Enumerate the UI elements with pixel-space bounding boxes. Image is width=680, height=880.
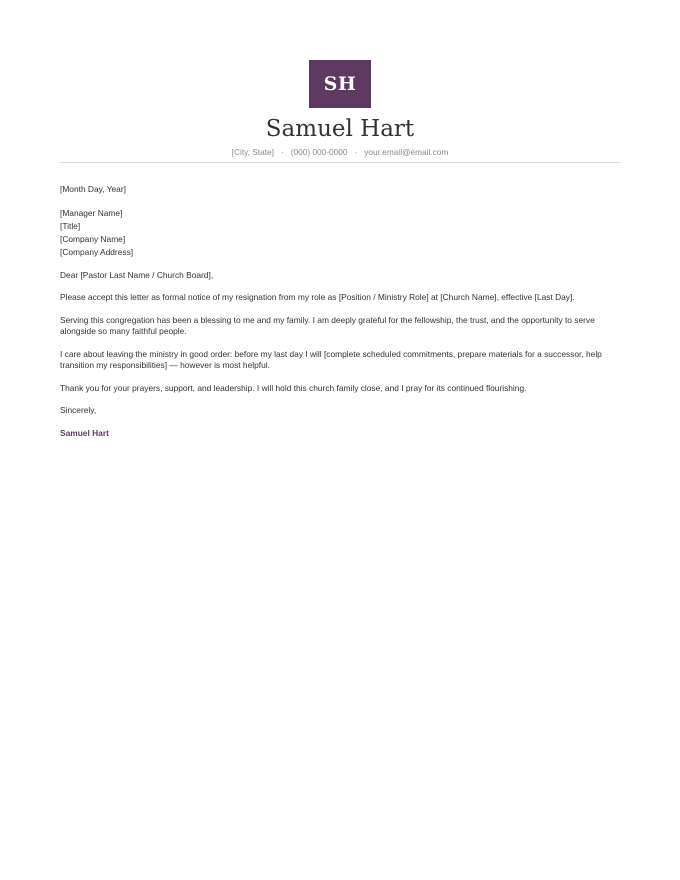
recipient-line: [Company Address] <box>60 246 134 257</box>
closing: Sincerely, <box>60 405 97 415</box>
body-paragraph: I care about leaving the ministry in good order: before my last day I will [complete scheduled commitments, prepare materials for a successor, help transition my responsibilities] — however is most helpful. <box>60 348 602 370</box>
recipient-line: [Company Name] <box>60 233 126 244</box>
body-paragraph: Thank you for your prayers, support, and leadership. I will hold this church family close, and I pray for its continued flourishing. <box>60 382 527 393</box>
sender-name: Samuel Hart <box>265 116 415 142</box>
contact-separator: · <box>280 147 284 157</box>
salutation: Dear [Pastor Last Name / Church Board], <box>60 269 214 280</box>
contact-separator: · <box>354 147 358 157</box>
contact-line <box>60 146 620 158</box>
monogram-badge: SH <box>309 60 371 108</box>
letter-body <box>60 184 620 439</box>
signature-name: Samuel Hart <box>60 427 109 438</box>
contact-phone: (000) 000-0000 <box>290 147 348 157</box>
contact-location: [City, State] <box>231 147 274 157</box>
contact-email: your.email@email.com <box>364 147 449 157</box>
letter-date: [Month Day, Year] <box>60 184 126 194</box>
body-paragraph: Serving this congregation has been a blessing to me and my family. I am deeply grateful for the fellowship, the trust, and the opportunity to serve alongside so many faithful people. <box>60 314 595 336</box>
header-divider <box>60 162 620 163</box>
body-paragraph: Please accept this letter as formal notice of my resignation from my role as [Position / Ministry Role] at [Church Name], effective [Last Day]. <box>60 292 575 302</box>
recipient-block <box>60 207 620 259</box>
recipient-line: [Manager Name] <box>60 207 123 218</box>
recipient-line: [Title] <box>60 220 81 231</box>
